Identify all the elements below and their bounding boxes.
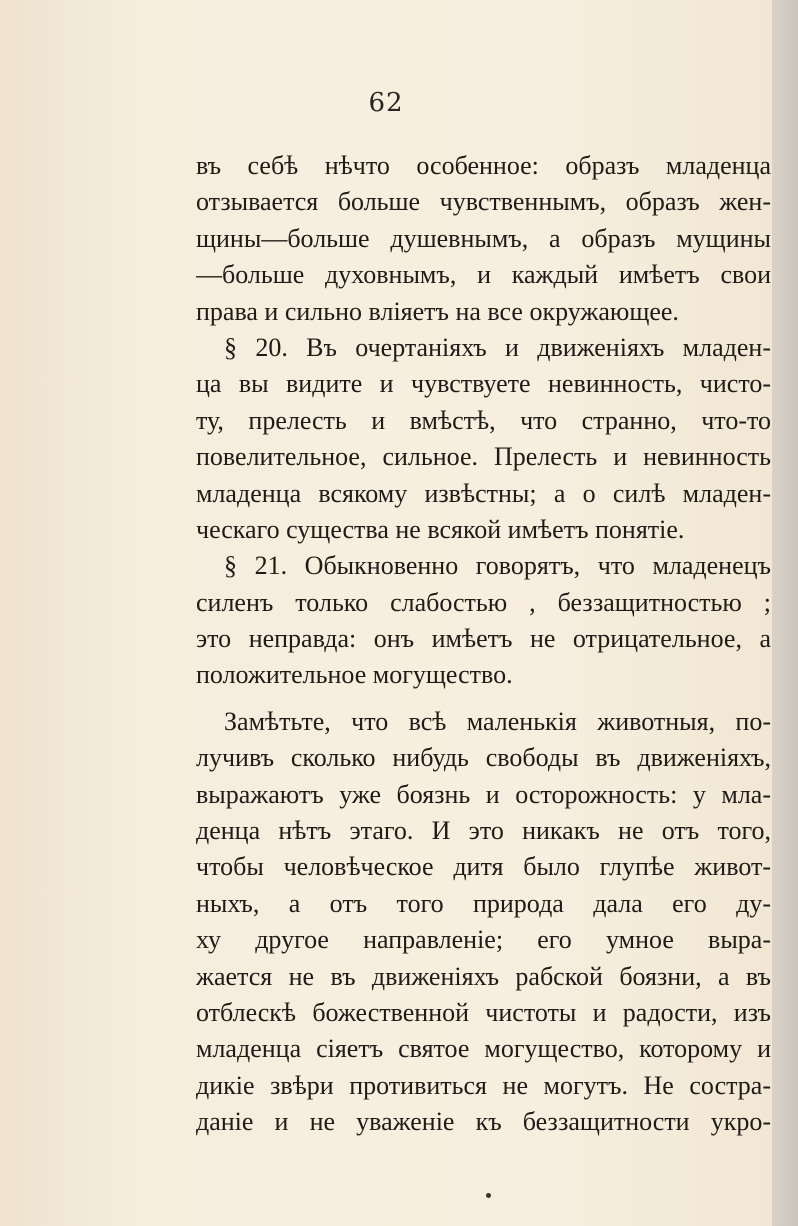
paragraph-start: Замѣтьте, что всѣ маленькія животныя, по- — [224, 706, 771, 736]
text-line: въ себѣ нѣчто особенное: образъ младенца — [196, 151, 771, 180]
text-line: младенца сіяетъ святое могущество, которому и — [196, 1034, 771, 1064]
section-20-start: § 20. Въ очертаніяхъ и движеніяхъ младен- — [224, 332, 771, 362]
text-line: младенца всякому извѣстны; а о силѣ младен- — [196, 478, 771, 508]
text-line: даніе и не уваженіе къ беззащитности укро- — [196, 1107, 771, 1137]
text-line: —больше духовнымъ, и каждый имѣетъ свои — [196, 260, 771, 290]
text-line: лучивъ сколько нибудь свободы въ движеніяхъ, — [196, 743, 771, 773]
text-line: чтобы человѣческое дитя было глупѣе живот- — [196, 852, 771, 882]
text-line: отзывается больше чувственнымъ, образъ жен- — [196, 187, 771, 217]
text-line: ныхъ, а отъ того природа дала его ду- — [196, 888, 771, 918]
text-line: повелительное, сильное. Прелесть и невинность — [196, 442, 771, 472]
page-body-text — [196, 148, 771, 1141]
printer-mark-dot — [486, 1193, 491, 1198]
page-gutter-edge — [772, 0, 798, 1226]
text-line: дикіе звѣри противиться не могутъ. Не состра- — [196, 1070, 771, 1100]
section-21-start: § 21. Обыкновенно говорятъ, что младенецъ — [224, 551, 771, 581]
paragraph-gap — [196, 694, 771, 704]
text-line: щины—больше душевнымъ, а образъ мущины — [196, 223, 771, 253]
text-line: права и сильно вліяетъ на все окружающее. — [196, 296, 679, 326]
page-number: 62 — [368, 88, 404, 118]
text-line: денца нѣтъ этаго. И это никакъ не отъ того, — [196, 816, 771, 846]
text-line: выражаютъ уже боязнь и осторожность: у мла- — [196, 779, 771, 809]
text-line: ху другое направленіе; его умное выра- — [196, 925, 771, 955]
text-line: силенъ только слабостью , беззащитностью ; — [196, 587, 771, 617]
text-line: ческаго существа не всякой имѣетъ понятіе. — [196, 514, 685, 544]
text-line: отблескѣ божественной чистоты и радости, изъ — [196, 997, 771, 1027]
text-line: ту, прелесть и вмѣстѣ, что странно, что-то — [196, 405, 771, 435]
text-line: жается не въ движеніяхъ рабской боязни, а въ — [196, 961, 771, 991]
text-line: положительное могущество. — [196, 660, 513, 690]
text-line: это неправда: онъ имѣетъ не отрицательное, а — [196, 624, 771, 654]
text-line: ца вы видите и чувствуете невинность, чисто- — [196, 369, 771, 399]
